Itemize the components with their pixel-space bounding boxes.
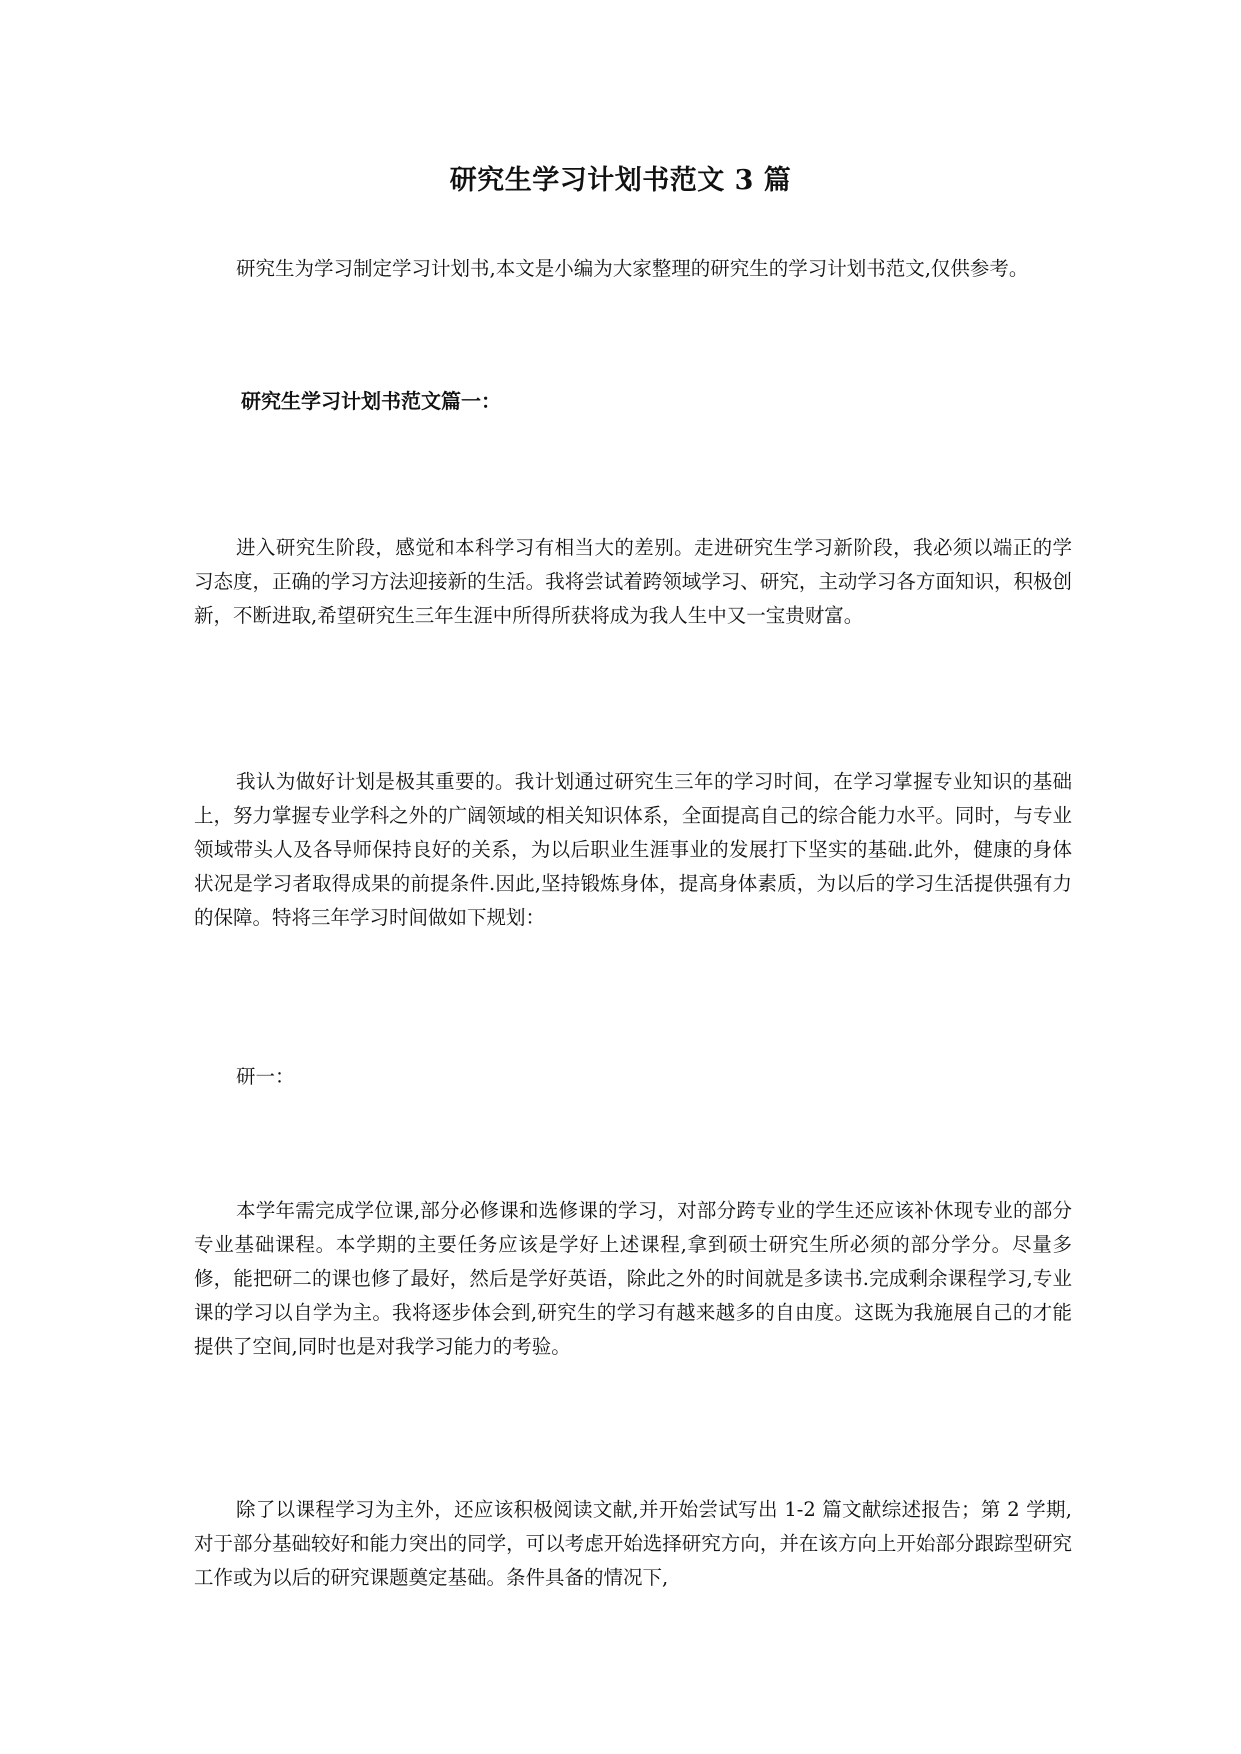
intro-paragraph: 研究生为学习制定学习计划书,本文是小编为大家整理的研究生的学习计划书范文,仅供参考。 [236, 257, 1029, 280]
section-heading-part-one: 研究生学习计划书范文篇一： [241, 389, 501, 413]
body-paragraph: 本学年需完成学位课,部分必修课和选修课的学习，对部分跨专业的学生还应该补休现专业的部分专业基础课程。本学期的主要任务应该是学好上述课程,拿到硕士研究生所必须的部分学分。尽量多修，能把研二的课也修了最好，然后是学好英语，除此之外的时间就是多读书.完成剩余课程学习,专业课的学习以自学为主。我将逐步体会到,研究生的学习有越来越多的自由度。这既为我施展自己的才能提供了空间,同时也是对我学习能力的考验。 [194, 1199, 1072, 1358]
year-one-label: 研一： [236, 1065, 295, 1088]
document-title: 研究生学习计划书范文 3 篇 [449, 165, 792, 196]
body-paragraph: 除了以课程学习为主外，还应该积极阅读文献,并开始尝试写出 1-2 篇文献综述报告；第 2 学期,对于部分基础较好和能力突出的同学，可以考虑开始选择研究方向，并在该方向上开始部分跟踪型研究工作或为以后的研究课题奠定基础。条件具备的情况下, [194, 1498, 1072, 1589]
body-paragraph: 进入研究生阶段，感觉和本科学习有相当大的差别。走进研究生学习新阶段，我必须以端正的学习态度，正确的学习方法迎接新的生活。我将尝试着跨领域学习、研究，主动学习各方面知识，积极创新，不断进取,希望研究生三年生涯中所得所获将成为我人生中又一宝贵财富。 [194, 536, 1072, 627]
body-paragraph: 我认为做好计划是极其重要的。我计划通过研究生三年的学习时间，在学习掌握专业知识的基础上，努力掌握专业学科之外的广阔领域的相关知识体系，全面提高自己的综合能力水平。同时，与专业领域带头人及各导师保持良好的关系，为以后职业生涯事业的发展打下坚实的基础.此外，健康的身体状况是学习者取得成果的前提条件.因此,坚持锻炼身体，提高身体素质，为以后的学习生活提供强有力的保障。特将三年学习时间做如下规划： [194, 770, 1072, 929]
